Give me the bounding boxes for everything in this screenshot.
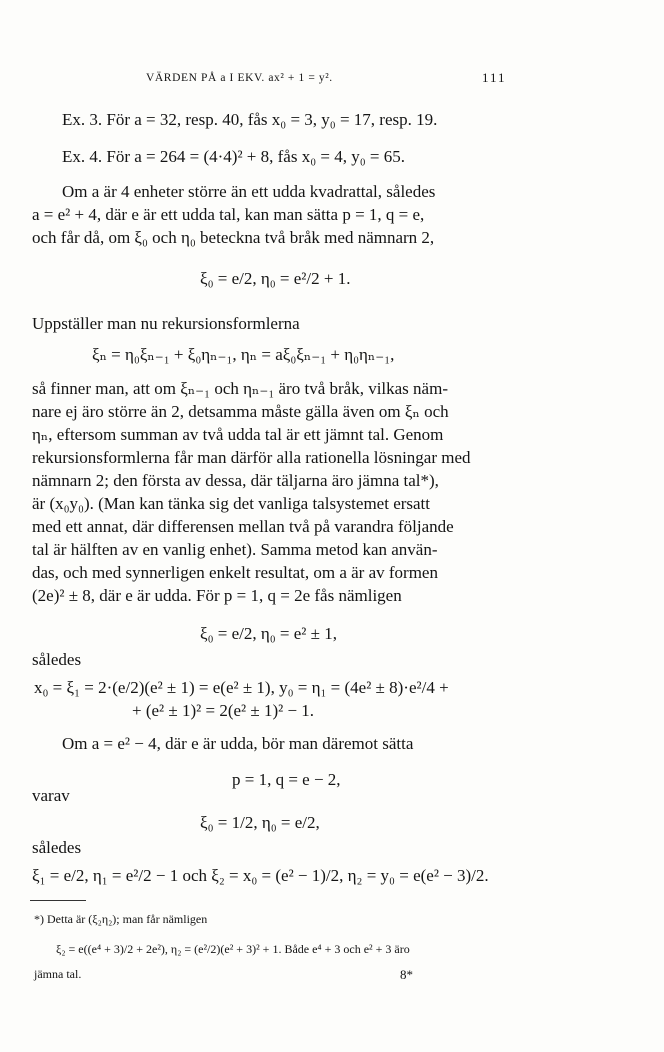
display-equation: ξ₀ = 1/2, η₀ = e/2, — [200, 813, 320, 832]
paragraph-line: Om a är 4 enheter större än ett udda kvadrattal, således — [62, 182, 436, 201]
display-equation: x₀ = ξ₁ = 2·(e/2)(e² ± 1) = e(e² ± 1), y₀ = η₁ = (4e² ± 8)·e²/4 + — [34, 678, 449, 697]
paragraph-line: Om a = e² − 4, där e är udda, bör man däremot sätta — [62, 734, 414, 753]
paragraph-line: således — [32, 838, 82, 857]
page-number: 111 — [482, 70, 507, 85]
display-equation: ξ₁ = e/2, η₁ = e²/2 − 1 och ξ₂ = x₀ = (e² − 1)/2, η₂ = y₀ = e(e² − 3)/2. — [32, 866, 489, 885]
footnote-line: jämna tal. — [34, 967, 82, 981]
paragraph-line: das, och med synnerligen enkelt resultat, om a är av formen — [32, 563, 438, 582]
paragraph-line: a = e² + 4, där e är ett udda tal, kan man sätta p = 1, q = e, — [32, 205, 425, 224]
footnote-rule — [30, 900, 86, 901]
example-3-line: Ex. 3. För a = 32, resp. 40, fås x₀ = 3, y₀ = 17, resp. 19. — [62, 110, 438, 129]
example-4-line: Ex. 4. För a = 264 = (4·4)² + 8, fås x₀ = 4, y₀ = 65. — [62, 147, 405, 166]
paragraph-line: nämnarn 2; den första av dessa, där täljarna äro jämna tal*), — [32, 471, 439, 490]
running-title: VÄRDEN PÅ a I EKV. ax² + 1 = y². — [146, 72, 333, 84]
paragraph-line: således — [32, 650, 82, 669]
footnote-line: ξ₂ = e((e⁴ + 3)/2 + 2e²), η₂ = (e²/2)(e² + 3)² + 1. Både e⁴ + 3 och e² + 3 äro — [56, 942, 410, 956]
paragraph-line: och får då, om ξ₀ och η₀ beteckna två bråk med nämnarn 2, — [32, 228, 435, 247]
signature-mark: 8* — [400, 967, 413, 982]
display-equation: ξₙ = η₀ξₙ₋₁ + ξ₀ηₙ₋₁, ηₙ = aξ₀ξₙ₋₁ + η₀ηₙ₋₁, — [92, 345, 395, 364]
paragraph-line: tal är hälften av en vanlig enhet). Samma metod kan använ- — [32, 540, 438, 559]
paragraph-line: rekursionsformlerna får man därför alla rationella lösningar med — [32, 448, 471, 467]
paragraph-line: (2e)² ± 8, där e är udda. För p = 1, q = 2e fås nämligen — [32, 586, 402, 605]
paragraph-line: är (x₀y₀). (Man kan tänka sig det vanliga talsystemet ersatt — [32, 494, 431, 513]
display-equation: ξ₀ = e/2, η₀ = e² ± 1, — [200, 624, 337, 643]
paragraph-line: varav — [32, 786, 70, 805]
display-equation: + (e² ± 1)² = 2(e² ± 1)² − 1. — [132, 701, 315, 720]
display-equation: p = 1, q = e − 2, — [232, 770, 341, 789]
footnote-line: *) Detta är (ξ₂η₂); man får nämligen — [34, 912, 208, 926]
paragraph-line: med ett annat, där differensen mellan två på varandra följande — [32, 517, 454, 536]
paragraph-line: så finner man, att om ξₙ₋₁ och ηₙ₋₁ äro två bråk, vilkas näm- — [32, 379, 448, 398]
display-equation: ξ₀ = e/2, η₀ = e²/2 + 1. — [200, 269, 351, 288]
paragraph-line: ηₙ, eftersom summan av två udda tal är ett jämnt tal. Genom — [32, 425, 444, 444]
paragraph-line: Uppställer man nu rekursionsformlerna — [32, 314, 300, 333]
paragraph-line: nare ej äro större än 2, detsamma måste gälla även om ξₙ och — [32, 402, 449, 421]
